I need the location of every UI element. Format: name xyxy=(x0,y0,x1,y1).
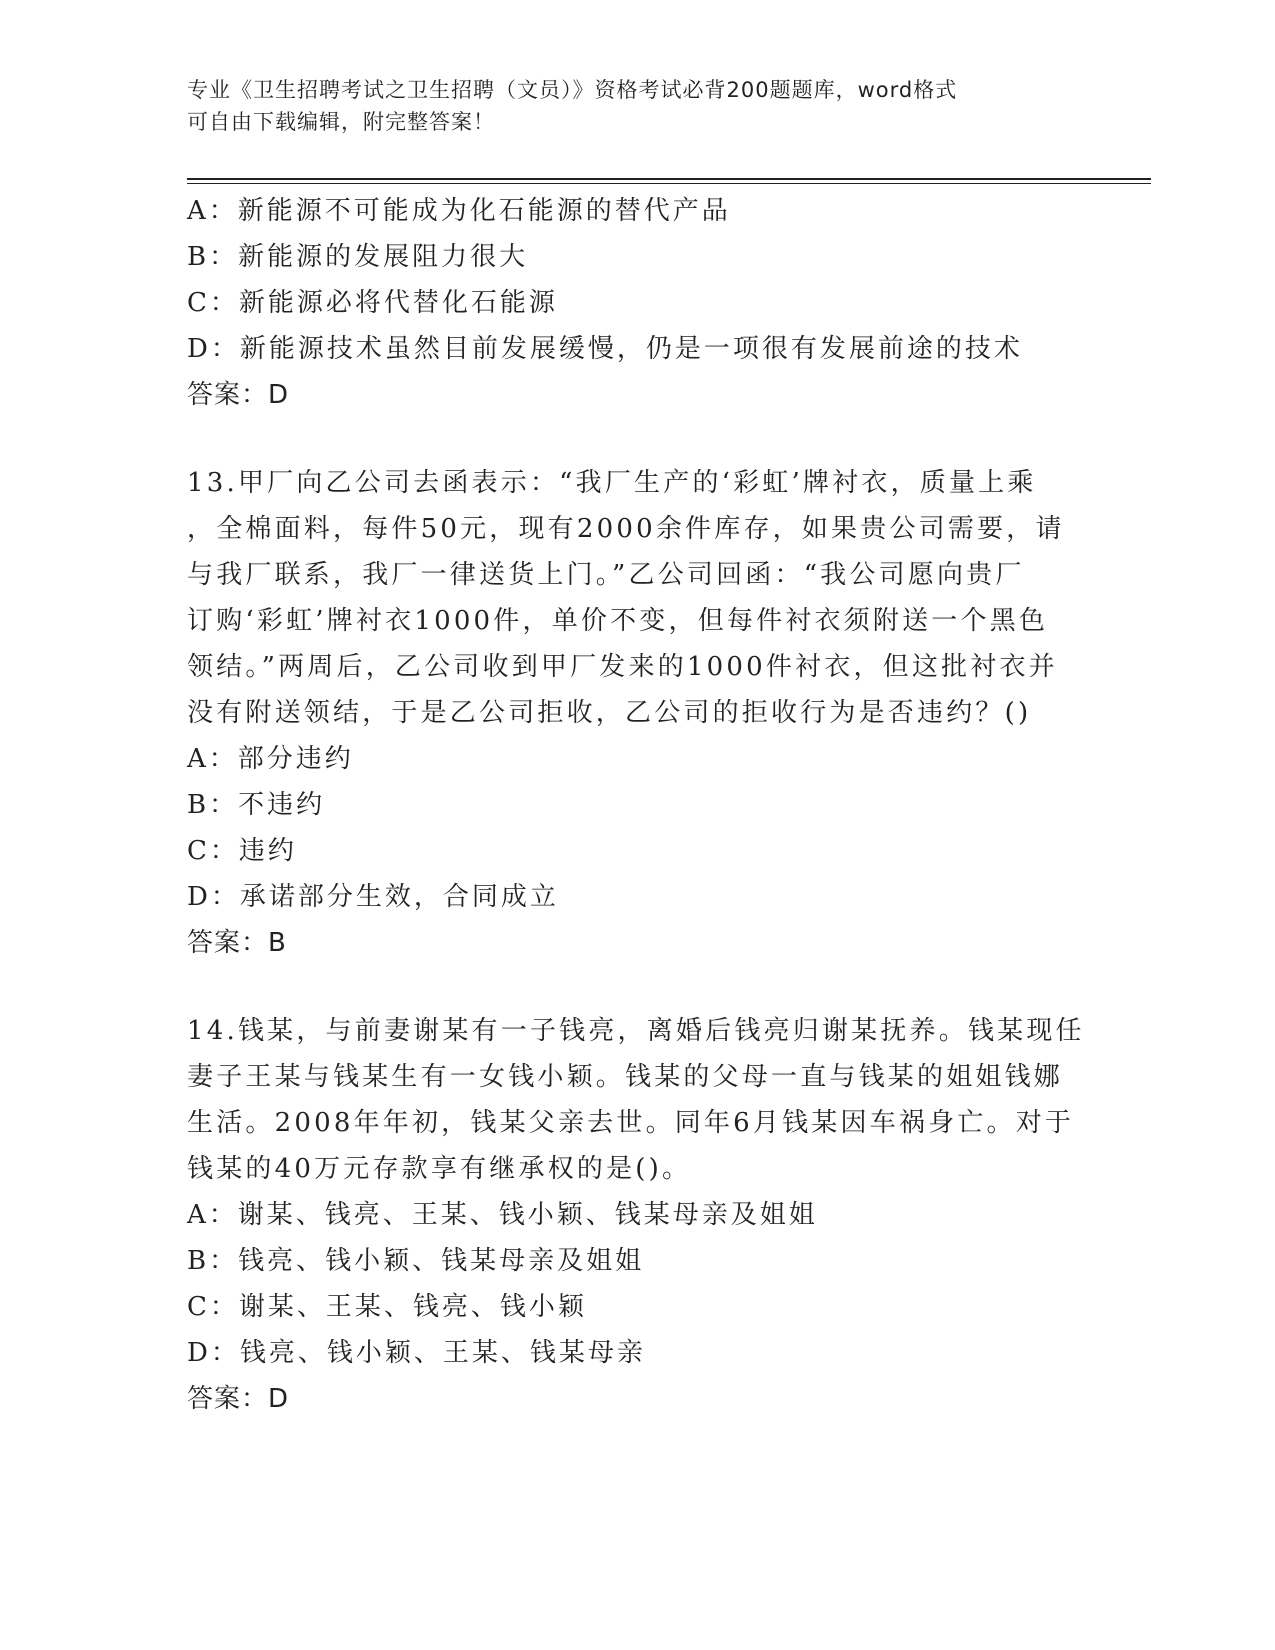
question-stem-line: 妻子王某与钱某生有一女钱小颖。钱某的父母一直与钱某的姐姐钱娜 xyxy=(187,1062,1064,1092)
option-d: D：新能源技术虽然目前发展缓慢，仍是一项很有发展前途的技术 xyxy=(187,334,1023,364)
question-stem-line: 没有附送领结，于是乙公司拒收，乙公司的拒收行为是否违约？() xyxy=(187,698,1032,728)
question-stem-line: 生活。2008年年初，钱某父亲去世。同年6月钱某因车祸身亡。对于 xyxy=(187,1108,1075,1138)
option-d: D：钱亮、钱小颖、王某、钱某母亲 xyxy=(187,1338,646,1368)
option-a: A：部分违约 xyxy=(187,744,354,774)
question-stem-line: 与我厂联系，我厂一律送货上门。”乙公司回函：“我公司愿向贵厂 xyxy=(187,560,1025,590)
question-content xyxy=(187,188,1087,1422)
option-d: D：承诺部分生效，合同成立 xyxy=(187,882,559,912)
spacer xyxy=(187,418,1087,460)
option-a: A：谢某、钱亮、王某、钱小颖、钱某母亲及姐姐 xyxy=(187,1200,818,1230)
option-a: A：新能源不可能成为化石能源的替代产品 xyxy=(187,196,731,226)
answer-label: 答案：D xyxy=(187,380,290,410)
header-rule-thick xyxy=(187,178,1151,180)
option-c: C：违约 xyxy=(187,836,297,866)
option-b: B：钱亮、钱小颖、钱某母亲及姐姐 xyxy=(187,1246,645,1276)
option-c: C：谢某、王某、钱亮、钱小颖 xyxy=(187,1292,587,1322)
question-stem-line: 钱某的40万元存款享有继承权的是()。 xyxy=(187,1154,692,1184)
header-line-2: 可自由下载编辑，附完整答案！ xyxy=(187,110,495,134)
document-header xyxy=(187,74,1067,138)
question-stem-line: 13.甲厂向乙公司去函表示：“我厂生产的‘彩虹’牌衬衣，质量上乘 xyxy=(187,468,1037,498)
header-line-1: 专业《卫生招聘考试之卫生招聘（文员）》资格考试必背200题题库，word格式 xyxy=(187,78,958,102)
question-stem-line: ，全棉面料，每件50元，现有2000余件库存，如果贵公司需要，请 xyxy=(187,514,1065,544)
option-b: B：不违约 xyxy=(187,790,326,820)
question-14 xyxy=(187,1008,1087,1422)
question-13 xyxy=(187,460,1087,966)
option-b: B：新能源的发展阻力很大 xyxy=(187,242,529,272)
answer-label: 答案：D xyxy=(187,1384,290,1414)
header-rule-thin xyxy=(187,183,1151,184)
question-stem-line: 14.钱某，与前妻谢某有一子钱亮，离婚后钱亮归谢某抚养。钱某现任 xyxy=(187,1016,1085,1046)
option-c: C：新能源必将代替化石能源 xyxy=(187,288,558,318)
question-stem-line: 领结。”两周后，乙公司收到甲厂发来的1000件衬衣，但这批衬衣并 xyxy=(187,652,1058,682)
spacer xyxy=(187,966,1087,1008)
question-stem-line: 订购‘彩虹’牌衬衣1000件，单价不变，但每件衬衣须附送一个黑色 xyxy=(187,606,1049,636)
answer-label: 答案：B xyxy=(187,928,287,958)
question-12 xyxy=(187,188,1087,418)
